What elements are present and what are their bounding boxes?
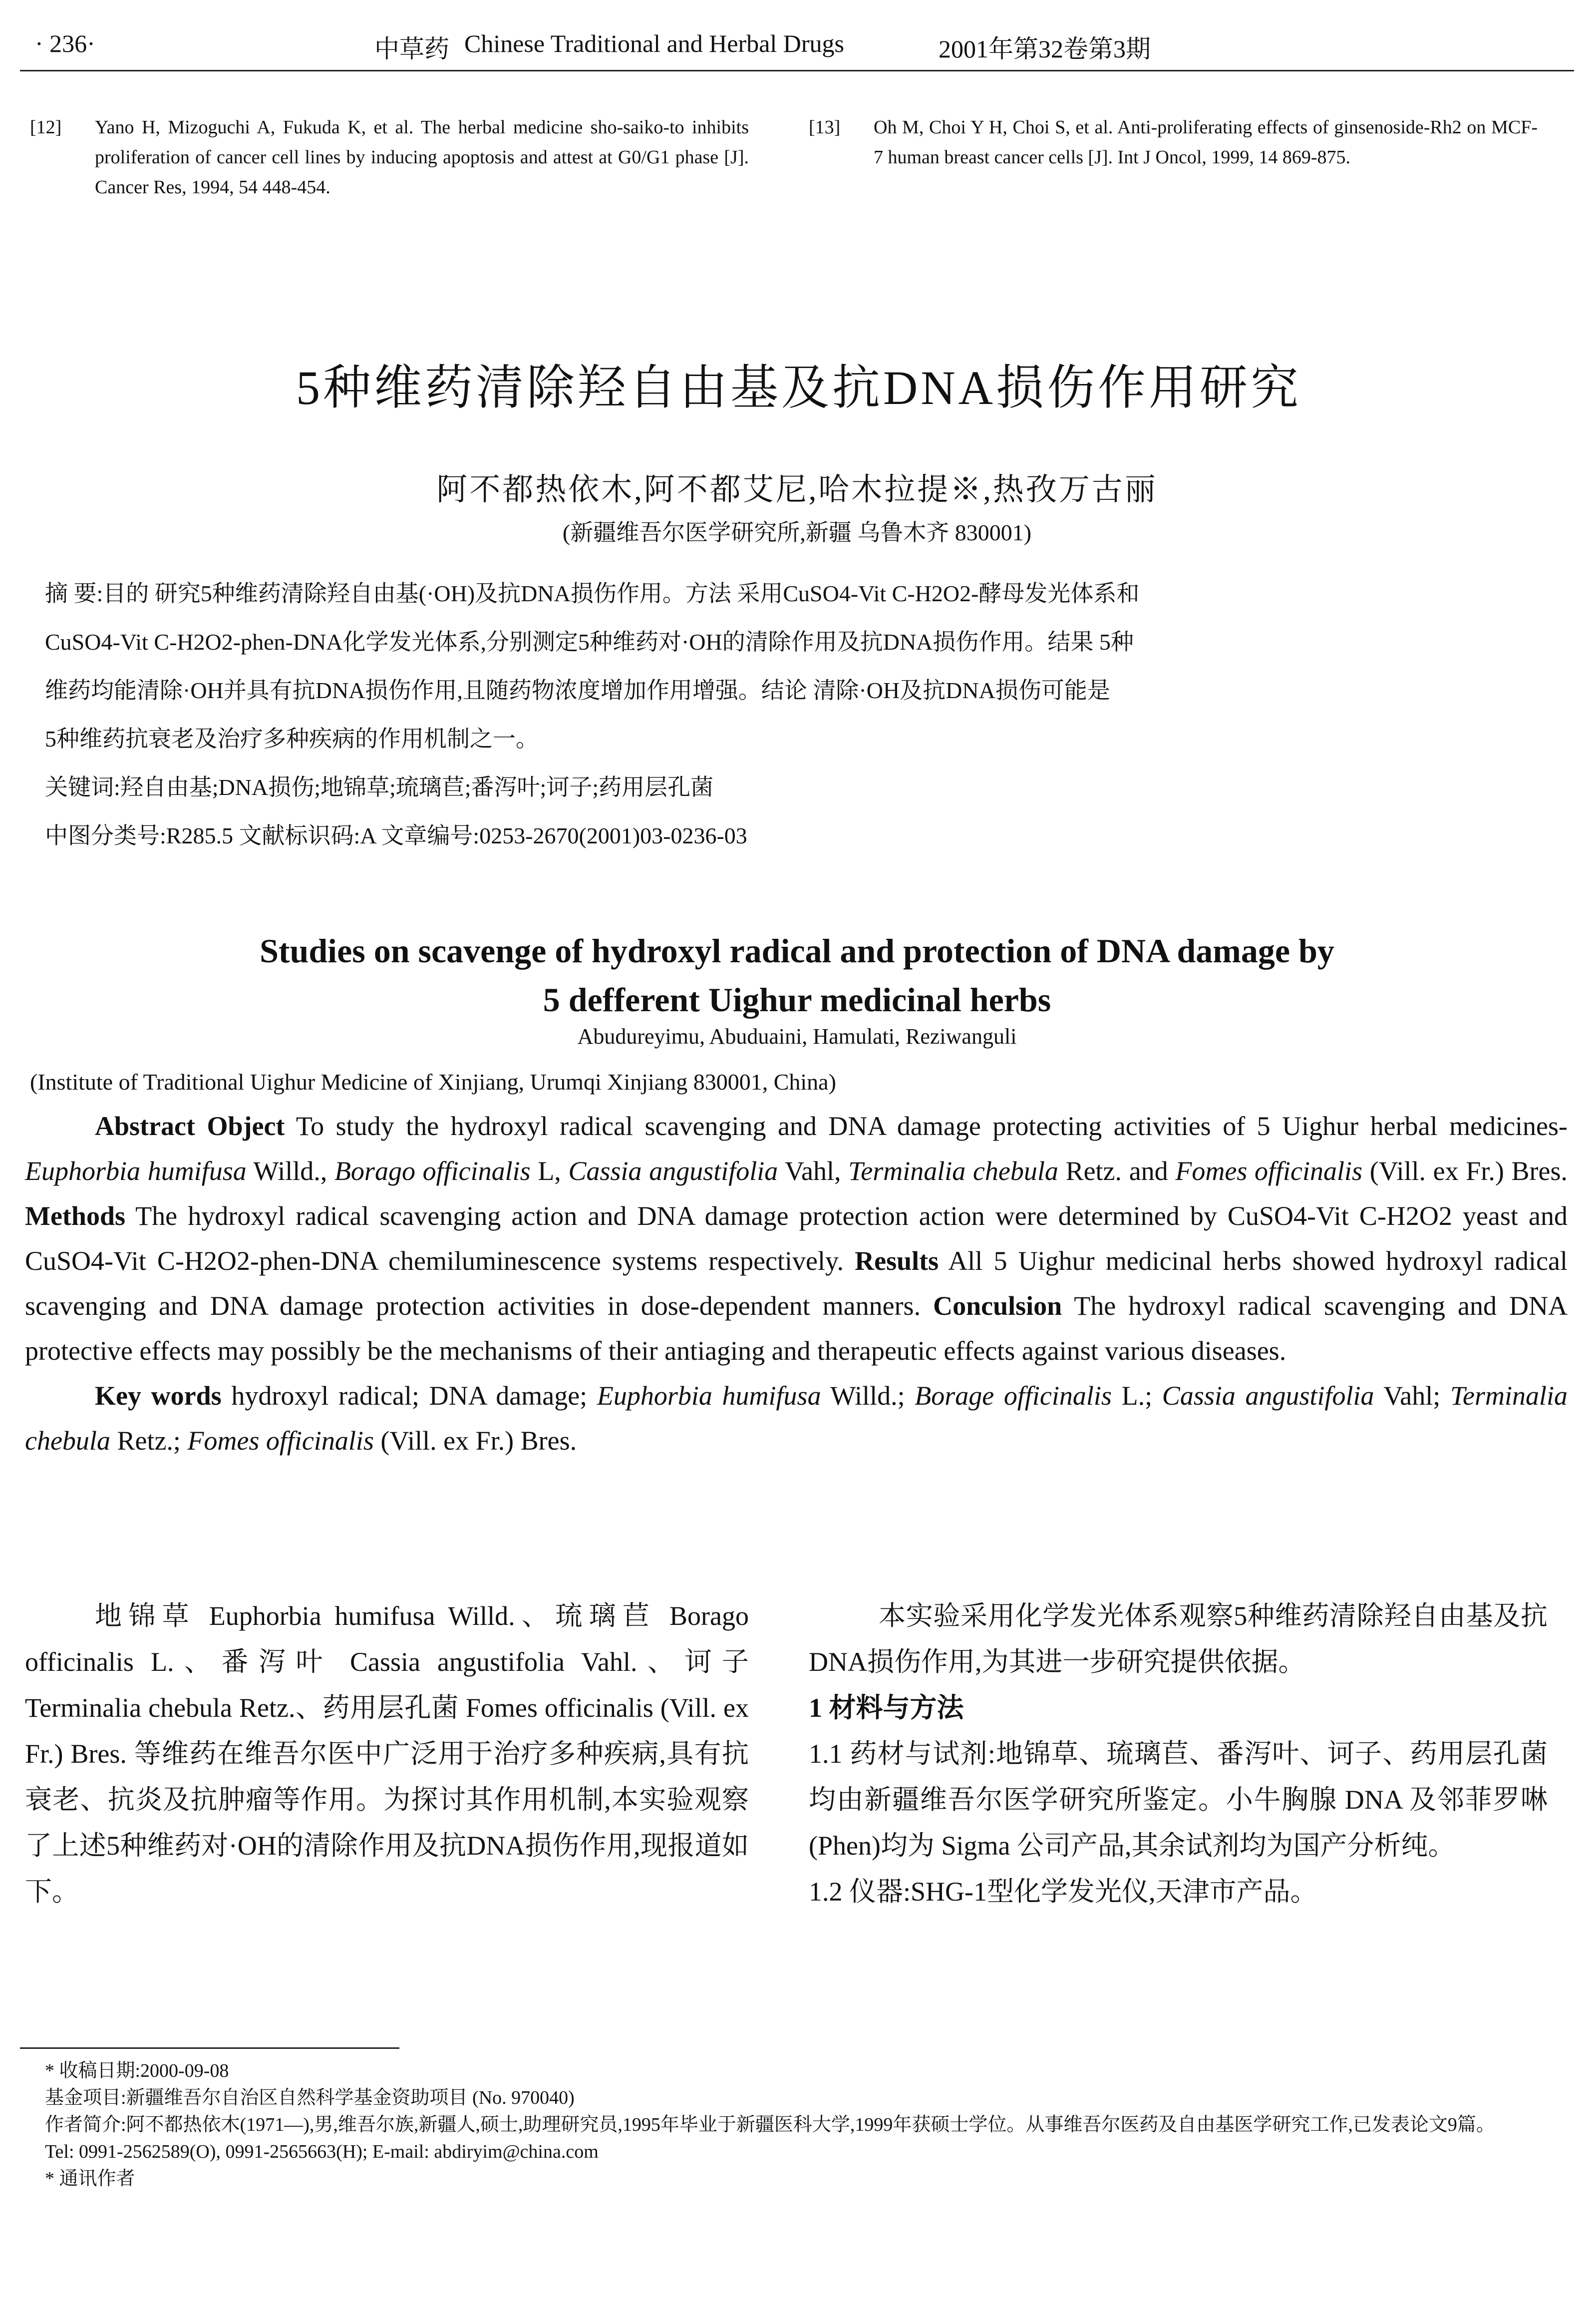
results-text: All 5 Uighur medicinal herbs showed hydroxyl radical scavenging and DNA damage protection activities in dose-dependent manners. <box>25 1246 1568 1321</box>
subsection-materials: 1.1 药材与试剂:地锦草、琉璃苣、番泻叶、诃子、药用层孔菌均由新疆维吾尔医学研究所鉴定。小牛胸腺 DNA 及邻菲罗啉(Phen)均为 Sigma 公司产品,其余试剂均为国产分析纯。 <box>809 1739 1548 1861</box>
species-name: Terminalia chebula <box>848 1156 1058 1186</box>
reference-text: Oh M, Choi Y H, Choi S, et al. Anti-proliferating effects of ginsenoside-Rh2 on MCF-7 human breast cancer cells [J]. Int J Oncol, 1999, 14 869-875. <box>874 117 1538 168</box>
authority: Vahl, <box>778 1156 849 1186</box>
conclusion-text: The hydroxyl radical scavenging and DNA protective effects may possibly be the mechanisms of their antiaging and therapeutic effects against various diseases. <box>25 1291 1568 1366</box>
species-name: Cassia angustifolia <box>1162 1381 1374 1411</box>
results-label: Results <box>855 1246 939 1276</box>
abstract-en <box>25 1104 1568 1463</box>
body-paragraph: 地锦草 Euphorbia humifusa Willd.、琉璃苣 Borago officinalis L.、番泻叶 Cassia angustifolia Vahl.、诃子 Terminalia chebula Retz.、药用层孔菌 Fomes officinalis (Vill. ex Fr.) Bres. 等维药在维吾尔医中广泛用于治疗多种疾病,具有抗衰老、抗炎及抗肿瘤等作用。为探讨其作用机制,本实验观察了上述5种维药对·OH的清除作用及抗DNA损伤作用,现报道如下。 <box>25 1601 749 1907</box>
reference-number: [12] <box>30 117 62 138</box>
reference-13 <box>809 112 1538 172</box>
section-heading: 1 材料与方法 <box>809 1693 964 1723</box>
reference-number: [13] <box>809 117 841 138</box>
footnote-rule <box>20 2047 399 2049</box>
journal-name-en: Chinese Traditional and Herbal Drugs <box>464 29 845 57</box>
keyword-text: hydroxyl radical; DNA damage; <box>221 1381 597 1411</box>
abstract-en-paragraph <box>25 1104 1568 1373</box>
conclusion-label: Conculsion <box>933 1291 1062 1321</box>
issue-info: 2001年第32卷第3期 <box>939 35 1151 63</box>
authority: L, <box>530 1156 569 1186</box>
methods-text: The hydroxyl radical scavenging action and DNA damage protection action were determined by CuSO4-Vit C-H2O2 yeast and CuSO4-Vit C-H2O2-phen-DNA chemiluminescence systems respectively. <box>25 1201 1568 1276</box>
footnote-fund: 基金项目:新疆维吾尔自治区自然科学基金资助项目 (No. 970040) <box>45 2087 575 2108</box>
keywords-en <box>25 1373 1568 1463</box>
abstract-cn-line: 摘 要:目的 研究5种维药清除羟自由基(·OH)及抗DNA损伤作用。方法 采用CuSO4-Vit C-H2O2-酵母发光体系和 <box>45 581 1140 606</box>
title-en-line-2: 5 defferent Uighur medicinal herbs <box>543 981 1051 1019</box>
article-title-cn: 5种维药清除羟自由基及抗DNA损伤作用研究 <box>296 361 1301 414</box>
object-text: To study the hydroxyl radical scavenging and DNA damage protecting activities of 5 Uighur herbal medicines- <box>285 1111 1568 1141</box>
abstract-label: Abstract <box>95 1111 195 1141</box>
species-name: Fomes officinalis <box>1175 1156 1363 1186</box>
authority: (Vill. ex Fr.) Bres. <box>1362 1156 1568 1186</box>
footnote-contact: Tel: 0991-2562589(O), 0991-2565663(H); E-mail: abdiryim@china.com <box>45 2141 599 2162</box>
authority: Retz. and <box>1058 1156 1176 1186</box>
body-column-right <box>809 1593 1548 1915</box>
affiliation-cn: (新疆维吾尔医学研究所,新疆 乌鲁木齐 830001) <box>562 520 1032 545</box>
species-name: Borago officinalis <box>334 1156 531 1186</box>
keyword-text: Willd.; <box>821 1381 915 1411</box>
abstract-cn-line: CuSO4-Vit C-H2O2-phen-DNA化学发光体系,分别测定5种维药对·OH的清除作用及抗DNA损伤作用。结果 5种 <box>45 629 1134 655</box>
species-name: Terminalia chebula <box>25 1381 1568 1456</box>
footnote-bio: 作者简介:阿不都热依木(1971—),男,维吾尔族,新疆人,硕士,助理研究员,1995年毕业于新疆医科大学,1999年获硕士学位。从事维吾尔医药及自由基医学研究工作,已发表论文9篇。 <box>45 2114 1495 2135</box>
body-paragraph: 本实验采用化学发光体系观察5种维药清除羟自由基及抗DNA损伤作用,为其进一步研究提供依据。 <box>809 1601 1548 1677</box>
abstract-cn-line: 维药均能清除·OH并具有抗DNA损伤作用,且随药物浓度增加作用增强。结论 清除·OH及抗DNA损伤可能是 <box>45 678 1110 703</box>
title-en-line-1: Studies on scavenge of hydroxyl radical and protection of DNA damage by <box>260 932 1334 970</box>
methods-label: Methods <box>25 1201 125 1231</box>
reference-12 <box>30 112 749 202</box>
species-name: Euphorbia humifusa <box>597 1381 821 1411</box>
abstract-cn <box>45 569 1553 860</box>
authors-cn: 阿不都热依木,阿不都艾尼,哈木拉提※,热孜万古丽 <box>436 473 1158 507</box>
reference-text: Yano H, Mizoguchi A, Fukuda K, et al. The herbal medicine sho-saiko-to inhibits proliferation of cancer cell lines by inducing apoptosis and attest at G0/G1 phase [J]. Cancer Res, 1994, 54 448-454. <box>95 117 749 198</box>
species-name: Fomes officinalis <box>187 1426 374 1456</box>
keywords-cn: 关键词:羟自由基;DNA损伤;地锦草;琉璃苣;番泻叶;诃子;药用层孔菌 <box>45 775 714 800</box>
subsection-instruments: 1.2 仪器:SHG-1型化学发光仪,天津市产品。 <box>809 1877 1317 1907</box>
authors-en: Abudureyimu, Abuduaini, Hamulati, Reziwanguli <box>577 1024 1017 1049</box>
page-number: · 236· <box>35 29 95 57</box>
footnote-corresponding: * 通讯作者 <box>45 2168 135 2189</box>
body-column-left <box>25 1593 749 1915</box>
classification-cn: 中图分类号:R285.5 文献标识码:A 文章编号:0253-2670(2001)03-0236-03 <box>45 823 747 848</box>
species-name: Borage officinalis <box>915 1381 1112 1411</box>
affiliation-en: (Institute of Traditional Uighur Medicine of Xinjiang, Urumqi Xinjiang 830001, China) <box>30 1069 836 1095</box>
authority: Willd., <box>246 1156 334 1186</box>
footnotes <box>45 2057 1568 2192</box>
species-name: Cassia angustifolia <box>568 1156 778 1186</box>
article-title-en <box>0 926 1594 1024</box>
header-rule <box>20 70 1574 71</box>
footnote-received: * 收稿日期:2000-09-08 <box>45 2060 229 2081</box>
keyword-text: Retz.; <box>110 1426 188 1456</box>
running-header <box>35 29 1559 74</box>
keyword-text: L.; <box>1111 1381 1162 1411</box>
object-label: Object <box>207 1111 285 1141</box>
species-name: Euphorbia humifusa <box>25 1156 247 1186</box>
keyword-text: Vahl; <box>1374 1381 1450 1411</box>
journal-name-cn: 中草药 <box>374 35 449 63</box>
keywords-label: Key words <box>95 1381 222 1411</box>
keyword-text: (Vill. ex Fr.) Bres. <box>373 1426 577 1456</box>
abstract-cn-line: 5种维药抗衰老及治疗多种疾病的作用机制之一。 <box>45 726 539 752</box>
